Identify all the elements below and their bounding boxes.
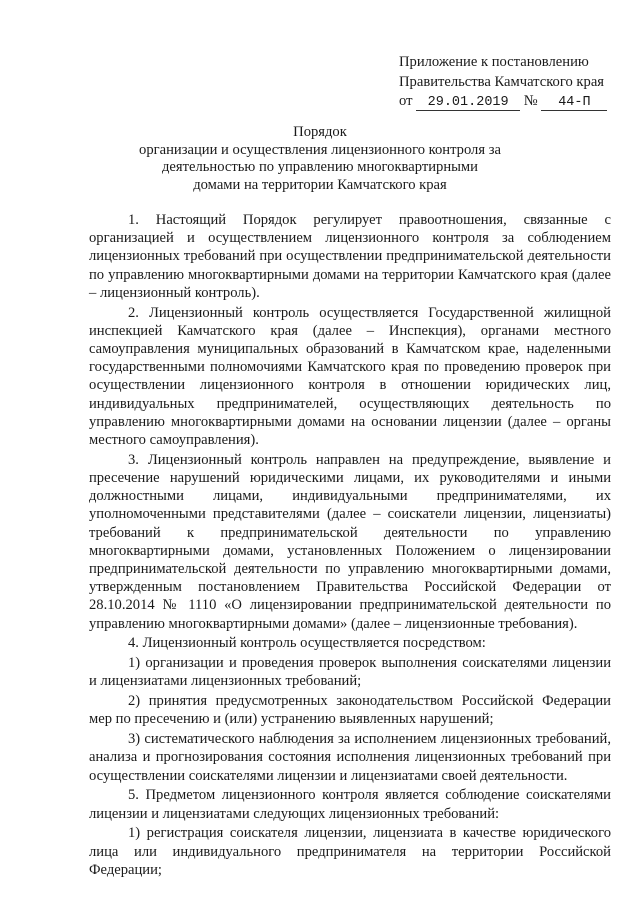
paragraph-4: 4. Лицензионный контроль осуществляется посредством: xyxy=(128,635,486,652)
paragraph-1: 1. Настоящий Порядок регулирует правоотношения, связанные с организацией и осуществлением лицензионного контроля за соблюдением лицензионных требований при осуществлении предпринимательской деятельности по управлению многоквартирными домами на территории Камчатского края (далее – лицензионный контроль). xyxy=(89,212,611,301)
appendix-number: 44-П xyxy=(541,95,607,111)
document-title xyxy=(120,124,520,194)
paragraph-5-item-1: 1) регистрация соискателя лицензии, лицензиата в качестве юридического лица или индивидуального предпринимателя на территории Российской Федерации; xyxy=(89,825,611,878)
appendix-number-sign: № xyxy=(523,93,538,109)
paragraph-4-item-2: 2) принятия предусмотренных законодательством Российской Федерации мер по пресечению и (или) устранению выявленных нарушений; xyxy=(89,693,611,728)
title-line-3: домами на территории Камчатского края xyxy=(193,176,447,193)
title-heading: Порядок xyxy=(293,124,347,140)
paragraph-5: 5. Предметом лицензионного контроля является соблюдение соискателями лицензии и лицензиатами следующих лицензионных требований: xyxy=(89,787,611,822)
paragraph-2: 2. Лицензионный контроль осуществляется Государственной жилищной инспекцией Камчатского края (далее – Инспекция), органами местного самоуправления муниципальных образований в Камчатском крае, наделенными государственными полномочиями Камчатского края по проведению проверок при осуществлении лицензионного контроля в отношении юридических лиц, индивидуальных предпринимателей, осуществляющих деятельность по управлению многоквартирными домами на основании лицензии (далее – органы местного самоуправления). xyxy=(89,304,611,449)
appendix-block xyxy=(399,53,624,112)
title-line-1: организации и осуществления лицензионного контроля за xyxy=(139,141,501,158)
appendix-line-1: Приложение к постановлению xyxy=(399,54,589,70)
appendix-line-2: Правительства Камчатского края xyxy=(399,73,605,90)
appendix-date-line xyxy=(399,92,624,112)
paragraph-4-item-1: 1) организации и проведения проверок выполнения соискателями лицензии и лицензиатами лицензионных требований; xyxy=(89,655,611,690)
document-body xyxy=(89,211,611,881)
paragraph-4-item-3: 3) систематического наблюдения за исполнением лицензионных требований, анализа и прогнозирования состояния исполнения лицензионных требований при осуществлении соискателями лицензии и лицензиатами своей деятельности. xyxy=(89,731,611,784)
title-line-2: деятельностью по управлению многоквартирными xyxy=(162,159,478,175)
appendix-date: 29.01.2019 xyxy=(416,95,520,111)
appendix-ot-label: от xyxy=(399,93,413,109)
paragraph-3: 3. Лицензионный контроль направлен на предупреждение, выявление и пресечение нарушений юридическими лицами, их руководителями и иными должностными лицами, индивидуальными предпринимателями, их уполномоченными представителями (далее – соискатели лицензии, лицензиаты) требований к предпринимательской деятельности по управлению многоквартирными домами, установленных Положением о лицензировании предпринимательской деятельности по управлению многоквартирными домами, утвержденным постановлением Правительства Российской Федерации от 28.10.2014 № 1110 «О лицензировании предпринимательской деятельности по управлению многоквартирными домами» (далее – лицензионные требования). xyxy=(89,451,611,632)
